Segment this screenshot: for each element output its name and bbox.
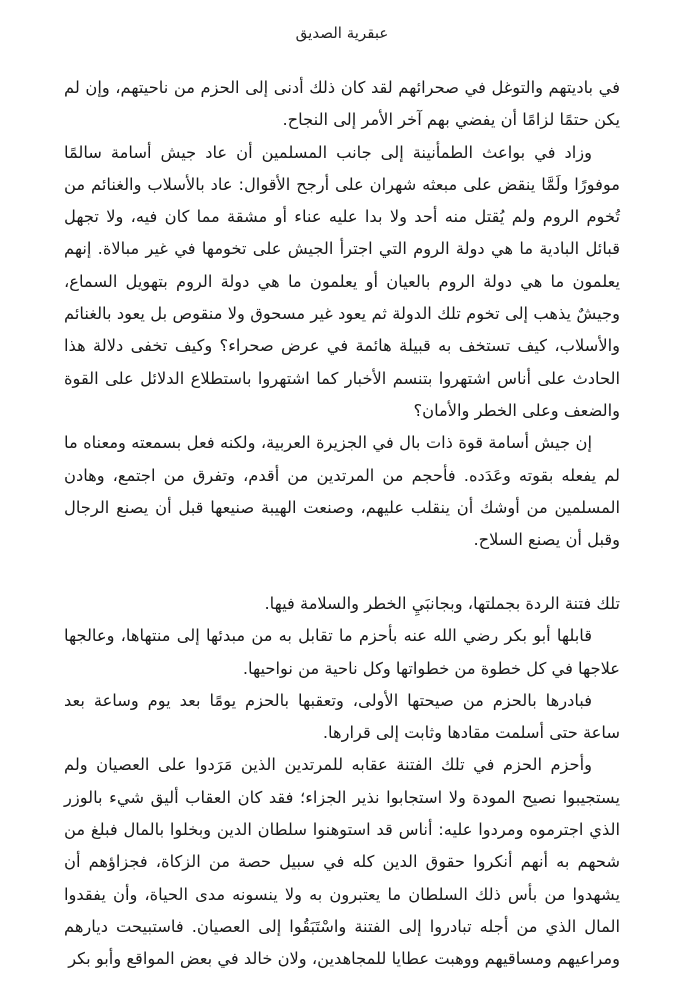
running-header-title: عبقرية الصديق — [295, 24, 389, 42]
text-block-bottom — [64, 588, 620, 976]
paragraph-ridda-summary: تلك فتنة الردة بجملتها، وبجانبَيِ الخطر والسلامة فيها. — [264, 594, 620, 613]
paragraph-usama-army-return: وزاد في بواعث الطمأنينة إلى جانب المسلمين أن عاد جيش أسامة سالمًا موفورًا ولَمَّا ينقض على مبعثه شهران على أرجح الأقوال: عاد بالأسلاب والغنائم من تُخوم الروم ولم يُقتل منه أحد ولا بدا عليه عناء أو مشقة مما كان فيه، ولا تجهل قبائل البادية ما هي دولة الروم التي اجترأ الجيش على تخومها في غير مبالاة. إنهم يعلمون ما هي دولة الروم بالعيان أو يعلمون ما هي دولة الروم بتهويل السماع، وجيشٌ يذهب إلى تخوم تلك الدولة ثم يعود غير مسحوق ولا منقوص بل يعود بالغنائم والأسلاب، كيف تستخف به قبيلة هائمة في عرض صحراء؟ وكيف تخفى دلالة هذا الحادث على أناس اشتهروا بتنسم الأخبار كما اشتهروا باستطلاع الدلائل على القوة والضعف وعلى الخطر والأمان؟ — [64, 142, 620, 420]
paragraph-continuation: في باديتهم والتوغل في صحرائهم لقد كان ذلك أدنى إلى الحزم من ناحيتهم، وإن لم يكن حتمًا لزامًا أن يفضي بهم آخر الأمر إلى النجاح. — [64, 78, 620, 130]
text-block-top — [64, 72, 620, 556]
paragraph-abu-bakr-response: قابلها أبو بكر رضي الله عنه بأحزم ما تقابل به من مبدئها إلى منتهاها، وعالجها علاجها في كل خطوة من خطواتها وكل ناحية من نواحيها. — [64, 626, 620, 678]
paragraph-usama-army-effect: إن جيش أسامة قوة ذات بال في الجزيرة العربية، ولكنه فعل بسمعته ومعناه ما لم يفعله بقوته وعَدَده. فأحجم من المرتدين من أقدم، وتفرق من اجتمع، وهادن المسلمين من أوشك أن ينقلب عليهم، وصنعت الهيبة صنيعها قبل أن يصنع الرجال وقبل أن يصنع السلاح. — [64, 433, 620, 550]
paragraph-punishment: وأحزم الحزم في تلك الفتنة عقابه للمرتدين الذين مَرَدوا على العصيان ولم يستجيبوا نصيح المودة ولا استجابوا نذير الجزاء؛ فقد كان العقاب أليق شيء بالوزر الذي اجترموه ومردوا عليه: أناس قد استوهنوا سلطان الدين وبخلوا بالمال فبلغ من شحهم به أنهم أنكروا حقوق الدين كله في سبيل حصة من الزكاة، فجزاؤهم أن يشهدوا من بأس ذلك السلطان ما يعتبرون به ولا ينسونه مدى الحياة، وأن يفقدوا المال الذي من أجله تبادروا إلى الفتنة واسْتَبَقُوا إلى العصيان. فاستبيحت ديارهم ومراعيهم ومساقيهم ووهبت عطايا للمجاهدين، ولان خالد في بعض المواقع وأبو بكر — [64, 755, 620, 969]
paragraph-firmness: فبادرها بالحزم من صيحتها الأولى، وتعقبها بالحزم يومًا بعد يوم وساعة بعد ساعة حتى أسلمت مقادها وثابت إلى قرارها. — [64, 690, 620, 743]
